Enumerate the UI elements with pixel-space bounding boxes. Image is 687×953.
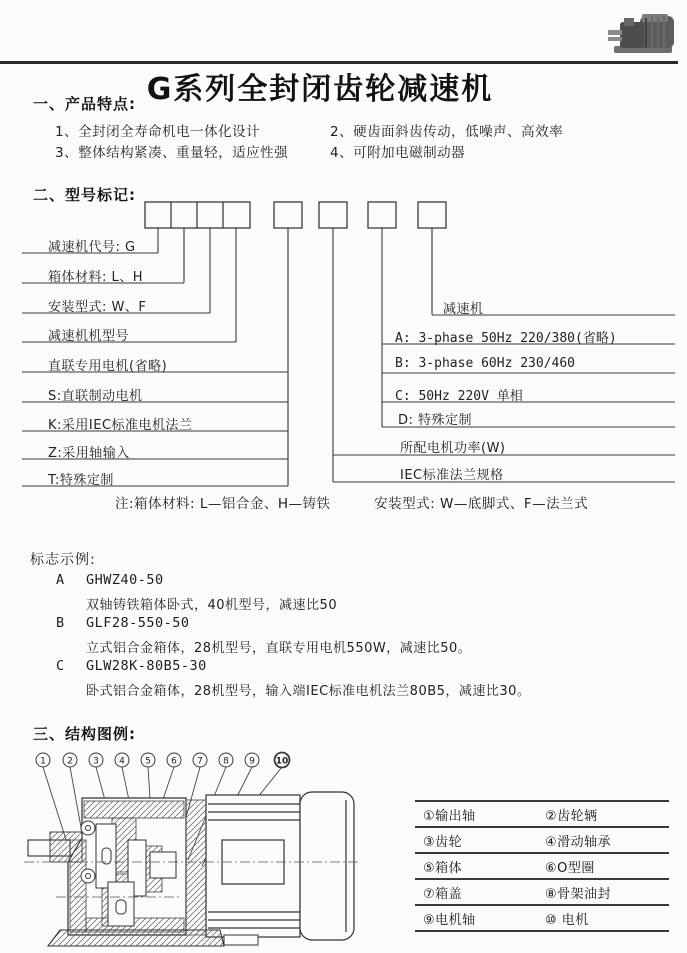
structure-drawing [0,745,410,953]
model-note-mounting: 安装型式: W—底脚式、F—法兰式 [374,496,589,512]
feature-item-1: 1、全封闭全寿命机电一体化设计 [55,124,261,140]
model-left-label-3: 安装型式: W、F [48,300,147,315]
example-c-letter: C [56,658,65,674]
part-6: ⑥O型圈 [545,860,595,876]
example-b-code: GLF28-550-50 [86,615,190,631]
section-features-heading: 一、产品特点: [33,95,136,113]
model-left-label-7: K:采用IEC标准电机法兰 [48,418,193,433]
gear-motor-photo [600,6,684,58]
model-right-label-5: D: 特殊定制 [398,413,473,428]
feature-item-4: 4、可附加电磁制动器 [330,145,466,161]
part-9: ⑨电机轴 [423,912,476,928]
feature-item-2: 2、硬齿面斜齿传动，低噪声、高效率 [330,124,564,140]
parts-row-2 [415,826,669,852]
callout-10: 10 [275,756,289,767]
model-left-label-8: Z:采用轴输入 [48,446,130,461]
model-left-label-6: S:直联制动电机 [48,389,143,404]
part-10: ⑩ 电机 [545,912,589,928]
callout-4: 4 [119,756,125,767]
part-7: ⑦箱盖 [423,886,463,902]
section-structure-heading: 三、结构图例: [33,725,136,743]
examples-heading: 标志示例: [30,552,96,568]
parts-row-4 [415,878,669,904]
model-left-label-9: T:特殊定制 [48,473,114,488]
model-left-label-2: 箱体材料: L、H [48,270,144,285]
section-model-heading: 二、型号标记: [33,186,136,204]
part-8: ⑧骨架油封 [545,886,612,902]
part-4: ④滑动轴承 [545,834,612,850]
part-2: ②齿轮辆 [545,808,598,824]
page-title: G系列全封闭齿轮减速机 [146,72,494,107]
part-5: ⑤箱体 [423,860,463,876]
model-right-label-7: IEC标准法兰规格 [400,468,504,483]
model-note-material: 注:箱体材料: L—铝合金、H—铸铁 [115,496,331,512]
callout-3: 3 [93,756,99,767]
callout-7: 7 [197,756,203,767]
parts-row-1 [415,800,669,826]
example-c-code: GLW28K-80B5-30 [86,658,207,674]
example-b-desc: 立式铝合金箱体，28机型号，直联专用电机550W，减速比50。 [86,641,472,656]
model-right-label-1: 减速机 [443,302,484,317]
callout-9: 9 [249,756,255,767]
callout-5: 5 [145,756,151,767]
example-a-letter: A [56,572,65,588]
callout-1: 1 [40,756,46,767]
callout-2: 2 [67,756,73,767]
model-note [115,492,588,512]
model-left-label-4: 减速机机型号 [48,329,130,344]
model-left-label-5: 直联专用电机(省略) [48,359,168,374]
example-b-letter: B [56,615,65,631]
callout-8: 8 [223,756,229,767]
model-right-label-3: B: 3-phase 60Hz 230/460 [395,356,576,371]
callout-6: 6 [171,756,177,767]
parts-row-3 [415,852,669,878]
parts-row-5 [415,904,669,932]
model-left-label-1: 减速机代号: G [48,240,136,255]
feature-item-3: 3、整体结构紧凑、重量轻，适应性强 [55,145,289,161]
part-3: ③齿轮 [423,834,463,850]
parts-table [415,800,669,932]
model-right-label-2: A: 3-phase 50Hz 220/380(省略) [395,331,617,346]
example-a-code: GHWZ40-50 [86,572,164,588]
model-right-label-4: C: 50Hz 220V 单相 [395,389,523,404]
example-c-desc: 卧式铝合金箱体，28机型号，输入端IEC标准电机法兰80B5，减速比30。 [86,684,531,699]
model-right-label-6: 所配电机功率(W) [400,441,506,456]
example-a-desc: 双轴铸铁箱体卧式，40机型号，减速比50 [86,598,338,613]
part-1: ①输出轴 [423,808,476,824]
